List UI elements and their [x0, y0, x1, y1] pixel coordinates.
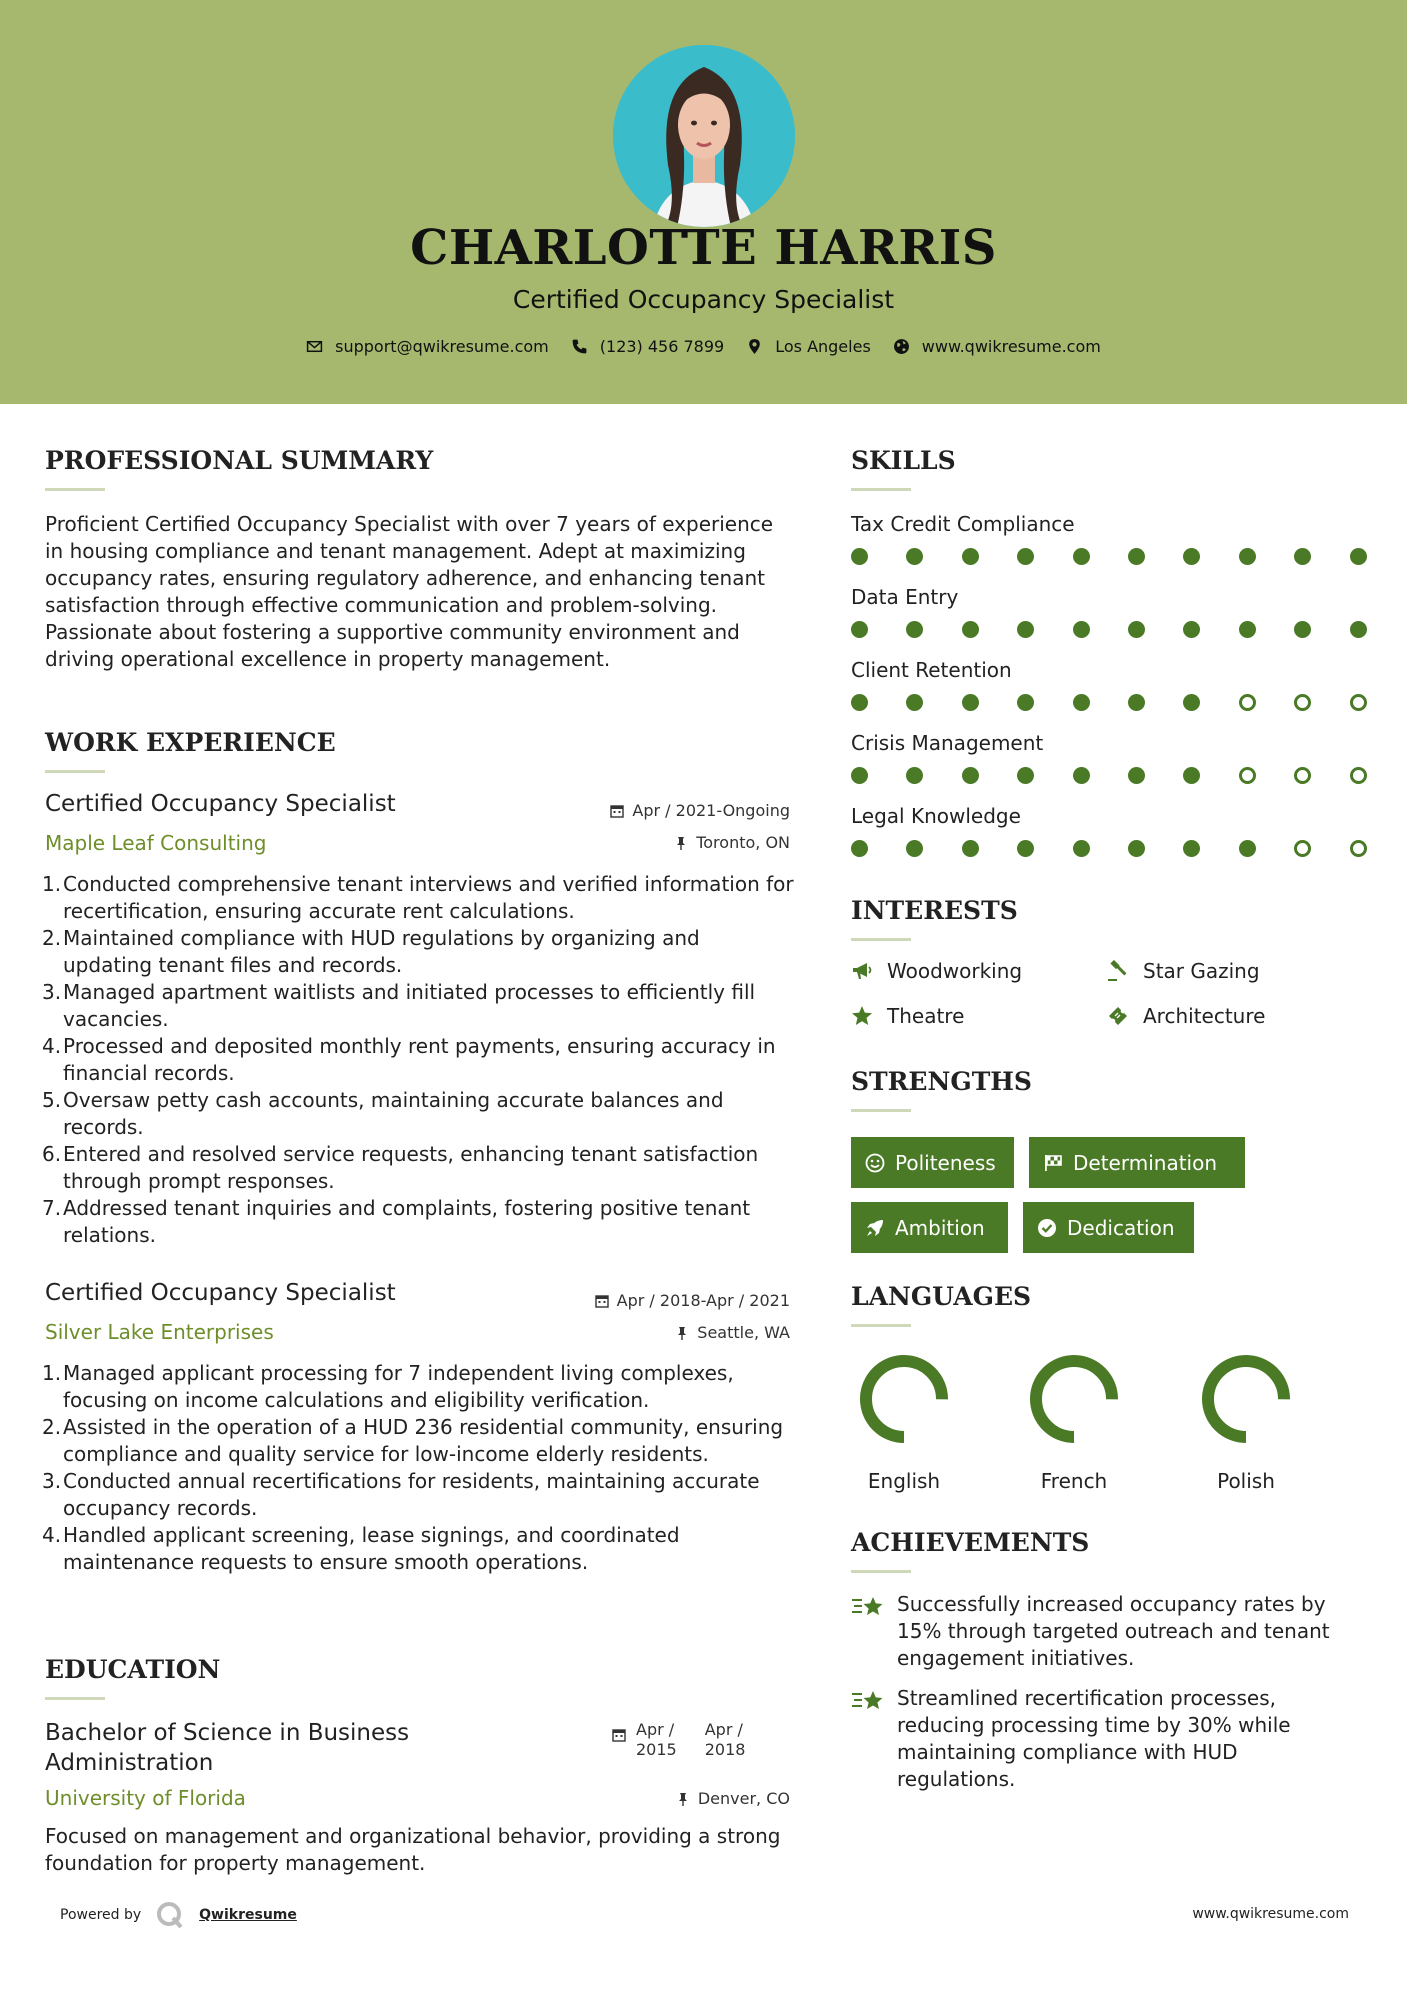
company-name: Maple Leaf Consulting — [45, 831, 267, 855]
skill-dot-filled — [1183, 840, 1200, 857]
skill-dot-filled — [1017, 694, 1034, 711]
bullet-item: 3. Managed apartment waitlists and initiated processes to efficiently fill vacancies. — [42, 980, 756, 1031]
bullet-item: 4. Handled applicant screening, lease signings, and coordinated maintenance requests to ensure smooth operations. — [42, 1523, 680, 1574]
skill-name: Data Entry — [851, 585, 959, 609]
interest-architecture: Architecture — [1107, 1004, 1265, 1028]
skill-dot-filled — [1017, 621, 1034, 638]
map-pin-icon — [746, 338, 763, 355]
job-location — [500, 1323, 790, 1342]
pin-icon — [674, 836, 688, 850]
flag-icon — [1043, 1153, 1063, 1173]
phone-icon — [571, 338, 588, 355]
skill-dot-filled — [851, 840, 868, 857]
contact-phone[interactable] — [571, 337, 724, 356]
skill-dot-filled — [906, 767, 923, 784]
skill-dot-filled — [906, 548, 923, 565]
skill-dot-filled — [1183, 621, 1200, 638]
skill-dot-filled — [906, 840, 923, 857]
skill-dot-filled — [1294, 548, 1311, 565]
skills-rule — [851, 488, 911, 491]
check-circle-icon — [1037, 1218, 1057, 1238]
calendar-icon — [595, 1294, 609, 1308]
summary-rule — [45, 488, 105, 491]
contact-website[interactable] — [893, 337, 1101, 356]
strengths-rule — [851, 1109, 911, 1112]
footer-website[interactable]: www.qwikresume.com — [1192, 1906, 1349, 1922]
skill-dot-filled — [1073, 767, 1090, 784]
skill-dot-filled — [1239, 548, 1256, 565]
company-name: Silver Lake Enterprises — [45, 1320, 274, 1344]
skill-dot-filled — [1128, 548, 1145, 565]
skill-dot-empty — [1294, 694, 1311, 711]
skill-dot-empty — [1350, 767, 1367, 784]
job-dates — [500, 801, 790, 820]
education-dates — [612, 1720, 745, 1760]
location-text: Los Angeles — [775, 337, 871, 356]
bullet-item: 4. Processed and deposited monthly rent payments, ensuring accuracy in financial records. — [42, 1034, 776, 1085]
bullet-item: 6. Entered and resolved service requests, enhancing tenant satisfaction through prompt responses. — [42, 1142, 759, 1193]
email-text: support@qwikresume.com — [335, 337, 549, 356]
strength-badge-dedication: Dedication — [1023, 1202, 1194, 1253]
skill-dot-filled — [1128, 694, 1145, 711]
skill-name: Client Retention — [851, 658, 1012, 682]
skill-dot-filled — [1350, 621, 1367, 638]
language-progress-ring — [1198, 1351, 1294, 1447]
skill-name: Tax Credit Compliance — [851, 512, 1075, 536]
language-item — [1014, 1351, 1134, 1493]
achievements-rule — [851, 1570, 911, 1573]
bullet-item: 2. Maintained compliance with HUD regulations by organizing and updating tenant files and records. — [42, 926, 700, 977]
skill-dot-filled — [906, 694, 923, 711]
interest-star-gazing: Star Gazing — [1107, 959, 1260, 983]
shooting-star-icon — [851, 1593, 885, 1621]
skill-dot-empty — [1294, 767, 1311, 784]
languages-heading: LANGUAGES — [851, 1282, 1032, 1311]
skill-dot-filled — [1073, 621, 1090, 638]
job-location-text: Toronto, ON — [696, 833, 790, 852]
pin-icon — [675, 1326, 689, 1340]
education-rule — [45, 1697, 105, 1700]
skill-dot-filled — [962, 840, 979, 857]
candidate-title: Certified Occupancy Specialist — [512, 285, 895, 314]
skill-dot-filled — [962, 694, 979, 711]
skill-dot-filled — [1017, 548, 1034, 565]
strength-badge-ambition: Ambition — [851, 1202, 1008, 1253]
skill-dot-filled — [1183, 548, 1200, 565]
envelope-icon — [306, 338, 323, 355]
job-dates-text: Apr / 2018-Apr / 2021 — [616, 1291, 790, 1310]
smile-icon — [865, 1153, 885, 1173]
job-location — [500, 833, 790, 852]
star-icon — [851, 1005, 873, 1027]
language-progress-arc — [1208, 1361, 1284, 1437]
education-end: Apr / 2018 — [704, 1720, 746, 1759]
job-title: Certified Occupancy Specialist — [45, 791, 396, 817]
skill-dot-filled — [1073, 840, 1090, 857]
bullet-item: 5. Oversaw petty cash accounts, maintaining accurate balances and records. — [42, 1088, 724, 1139]
globe-icon — [893, 338, 910, 355]
skill-dot-filled — [962, 621, 979, 638]
skill-dot-empty — [1239, 694, 1256, 711]
education-start: Apr / 2015 — [636, 1720, 677, 1759]
skill-dot-filled — [1073, 694, 1090, 711]
skill-dot-filled — [851, 767, 868, 784]
skill-dot-filled — [962, 767, 979, 784]
bullet-item: 7. Addressed tenant inquiries and complaints, fostering positive tenant relations. — [42, 1196, 751, 1247]
language-progress-arc — [866, 1361, 942, 1437]
skill-dot-filled — [851, 621, 868, 638]
qwikresume-link[interactable]: Qwikresume — [199, 1907, 297, 1923]
pin-icon — [676, 1792, 690, 1806]
summary-text: Proficient Certified Occupancy Specialist with over 7 years of experience in housing compliance and tenant management. Adept at maximizing occupancy rates, ensuring regulatory adherence, and enhancing tenant satisfaction through effective communication and problem-solving. Passionate about fostering a supportive community environment and driving operational excellence in property management. — [45, 512, 774, 671]
bullet-item: 2. Assisted in the operation of a HUD 236 residential community, ensuring compliance and quality service for low-income elderly residents. — [42, 1415, 784, 1466]
education-description: Focused on management and organizational behavior, providing a strong foundation for property management. — [45, 1824, 781, 1875]
job-bullets — [42, 1360, 795, 1576]
bullet-item: 1. Managed applicant processing for 7 independent living complexes, focusing on income calculations and eligibility verification. — [42, 1361, 734, 1412]
school-name: University of Florida — [45, 1786, 246, 1810]
gavel-icon — [1107, 960, 1129, 982]
language-name: French — [1040, 1469, 1108, 1493]
skill-dot-empty — [1350, 694, 1367, 711]
ticket-icon — [1107, 1005, 1129, 1027]
strength-badge-determination: Determination — [1029, 1137, 1245, 1188]
job-title: Certified Occupancy Specialist — [45, 1280, 396, 1306]
languages-rule — [851, 1324, 911, 1327]
language-item — [844, 1351, 964, 1493]
experience-rule — [45, 770, 105, 773]
language-progress-ring — [856, 1351, 952, 1447]
skill-dot-filled — [851, 548, 868, 565]
phone-text: (123) 456 7899 — [599, 337, 725, 356]
interest-theatre: Theatre — [851, 1004, 964, 1028]
strengths-heading: STRENGTHS — [851, 1067, 1032, 1096]
qwikresume-logo-icon — [155, 1900, 185, 1930]
skill-dot-filled — [851, 694, 868, 711]
skill-dot-filled — [1350, 548, 1367, 565]
skill-name: Legal Knowledge — [851, 804, 1021, 828]
summary-heading: PROFESSIONAL SUMMARY — [45, 446, 434, 475]
website-text: www.qwikresume.com — [921, 337, 1101, 356]
language-progress-ring — [1026, 1351, 1122, 1447]
contact-location — [746, 337, 871, 356]
job-dates — [500, 1291, 790, 1310]
megaphone-icon — [851, 960, 873, 982]
skill-dot-filled — [1239, 840, 1256, 857]
skill-dot-filled — [1128, 840, 1145, 857]
skill-dot-filled — [1128, 621, 1145, 638]
skill-dot-empty — [1294, 840, 1311, 857]
skill-dot-filled — [1294, 621, 1311, 638]
language-name: English — [867, 1469, 941, 1493]
calendar-icon — [610, 804, 624, 818]
job-dates-text: Apr / 2021-Ongoing — [632, 801, 790, 820]
achievement-item: Successfully increased occupancy rates by 15% through targeted outreach and tenant engagement initiatives. — [851, 1591, 1361, 1672]
skill-dot-filled — [1183, 694, 1200, 711]
skill-dot-filled — [1017, 767, 1034, 784]
achievements-heading: ACHIEVEMENTS — [851, 1528, 1090, 1557]
language-item — [1186, 1351, 1306, 1493]
footer-powered-by: Powered by Qwikresume — [60, 1900, 297, 1930]
strength-badge-politeness: Politeness — [851, 1137, 1014, 1188]
skill-dot-filled — [962, 548, 979, 565]
education-heading: EDUCATION — [45, 1655, 221, 1684]
degree-title: Bachelor of Science in Business Administration — [45, 1720, 410, 1776]
skill-dot-filled — [906, 621, 923, 638]
education-location-text: Denver, CO — [697, 1789, 790, 1808]
job-bullets — [42, 871, 795, 1249]
skill-dot-filled — [1239, 621, 1256, 638]
language-name: Polish — [1217, 1469, 1275, 1493]
achievement-item: Streamlined recertification processes, reducing processing time by 30% while maintaining compliance with HUD regulations. — [851, 1685, 1321, 1793]
rocket-icon — [865, 1218, 885, 1238]
skill-dot-empty — [1350, 840, 1367, 857]
skill-name: Crisis Management — [851, 731, 1044, 755]
interests-heading: INTERESTS — [851, 896, 1018, 925]
skill-dot-filled — [1017, 840, 1034, 857]
language-progress-arc — [1036, 1361, 1112, 1437]
header-band — [0, 0, 1407, 404]
education-location — [500, 1789, 790, 1808]
skill-dot-filled — [1183, 767, 1200, 784]
candidate-name: CHARLOTTE HARRIS — [410, 220, 997, 276]
job-location-text: Seattle, WA — [697, 1323, 790, 1342]
contact-bar — [0, 337, 1407, 356]
skill-dot-filled — [1128, 767, 1145, 784]
skill-dot-filled — [1073, 548, 1090, 565]
profile-photo — [613, 45, 795, 227]
skills-heading: SKILLS — [851, 446, 956, 475]
bullet-item: 1. Conducted comprehensive tenant interviews and verified information for recertification, ensuring accurate rent calculations. — [42, 872, 794, 923]
skill-dot-empty — [1239, 767, 1256, 784]
interest-woodworking: Woodworking — [851, 959, 1022, 983]
interests-rule — [851, 938, 911, 941]
bullet-item: 3. Conducted annual recertifications for residents, maintaining accurate occupancy records. — [42, 1469, 760, 1520]
shooting-star-icon — [851, 1687, 885, 1715]
experience-heading: WORK EXPERIENCE — [45, 728, 336, 757]
calendar-icon — [612, 1728, 626, 1742]
contact-email[interactable] — [306, 337, 549, 356]
